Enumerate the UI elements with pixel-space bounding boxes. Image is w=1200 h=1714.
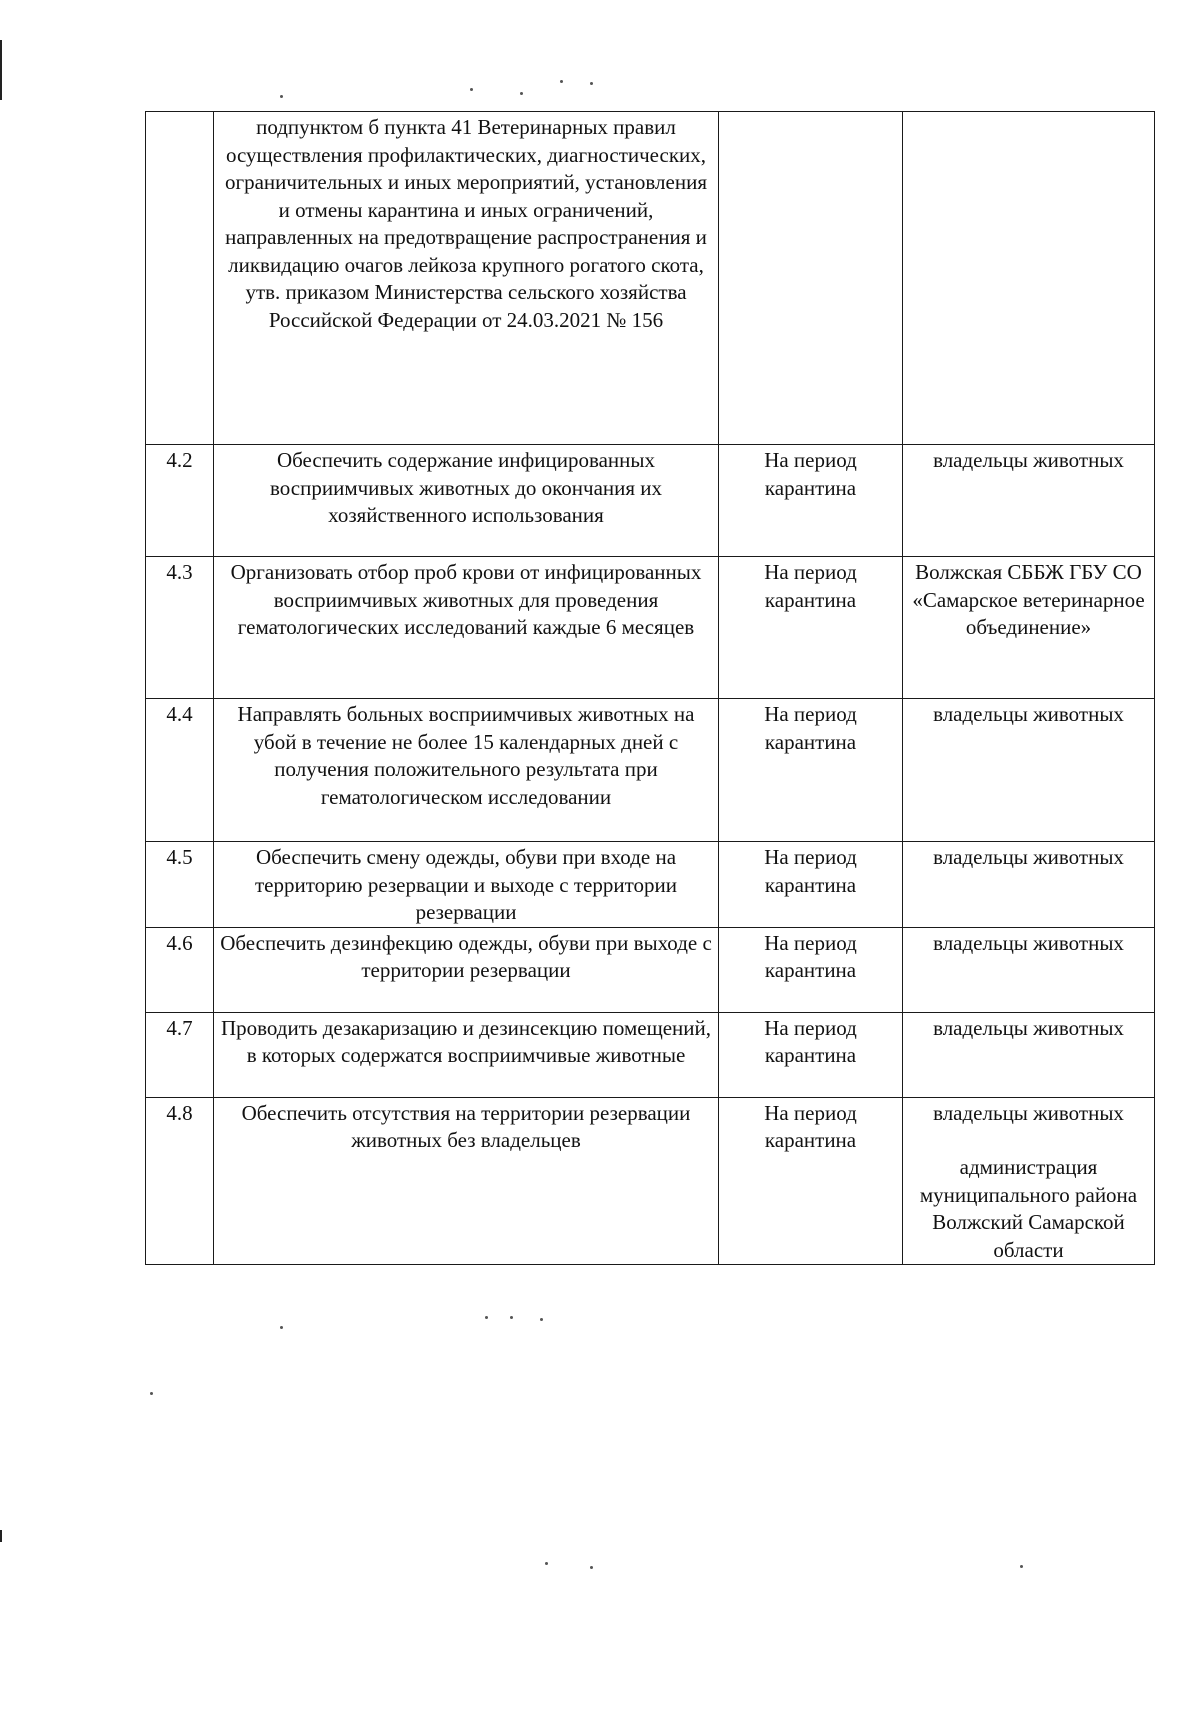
scan-speck <box>540 1318 543 1321</box>
measure-text: Обеспечить отсутствия на территории резервации животных без владельцев <box>214 1097 719 1265</box>
scan-speck <box>590 82 593 85</box>
row-number <box>146 112 214 445</box>
scan-margin-mark <box>0 40 2 100</box>
responsible-party: владельцы животных <box>903 1012 1155 1097</box>
row-number: 4.3 <box>146 557 214 699</box>
measure-text: Обеспечить дезинфекцию одежды, обуви при выходе с территории резервации <box>214 927 719 1012</box>
table-row <box>146 445 1155 557</box>
measure-term: На период карантина <box>719 699 903 842</box>
table-row <box>146 1012 1155 1097</box>
scan-speck <box>545 1562 548 1565</box>
scan-margin-mark <box>0 1530 2 1542</box>
measure-text: Обеспечить смену одежды, обуви при входе на территорию резервации и выходе с территории резервации <box>214 842 719 928</box>
measures-table <box>145 111 1155 1265</box>
row-number: 4.8 <box>146 1097 214 1265</box>
scan-speck <box>520 92 523 95</box>
table-row <box>146 927 1155 1012</box>
responsible-party: владельцы животных <box>903 699 1155 842</box>
row-number: 4.2 <box>146 445 214 557</box>
table-row <box>146 842 1155 928</box>
table-row <box>146 557 1155 699</box>
measure-term: На период карантина <box>719 557 903 699</box>
responsible-party <box>903 112 1155 445</box>
measure-text: Направлять больных восприимчивых животных на убой в течение не более 15 календарных дней с получения положительного результата при гематологическом исследовании <box>214 699 719 842</box>
measure-term: На период карантина <box>719 445 903 557</box>
scan-speck <box>470 88 473 91</box>
scan-speck <box>150 1392 153 1395</box>
scan-speck <box>485 1316 488 1319</box>
measure-text: Организовать отбор проб крови от инфицированных восприимчивых животных для проведения гематологических исследований каждые 6 месяцев <box>214 557 719 699</box>
spacer <box>908 1127 1149 1154</box>
responsible-party: владельцы животных <box>903 927 1155 1012</box>
row-number: 4.5 <box>146 842 214 928</box>
measure-text: Проводить дезакаризацию и дезинсекцию помещений, в которых содержатся восприимчивые животные <box>214 1012 719 1097</box>
row-number: 4.7 <box>146 1012 214 1097</box>
measure-text: подпунктом б пункта 41 Ветеринарных правил осуществления профилактических, диагностических, ограничительных и иных мероприятий, установления и отмены карантина и иных ограничений, направленных на предотвращение распространения и ликвидацию очагов лейкоза крупного рогатого скота, утв. приказом Министерства сельского хозяйства Российской Федерации от 24.03.2021 № 156 <box>214 112 719 445</box>
measure-term: На период карантина <box>719 1012 903 1097</box>
table-row <box>146 1097 1155 1265</box>
row-number: 4.6 <box>146 927 214 1012</box>
scan-speck <box>280 95 283 98</box>
row-number: 4.4 <box>146 699 214 842</box>
scan-speck <box>590 1566 593 1569</box>
scan-speck <box>280 1326 283 1329</box>
scan-speck <box>510 1316 513 1319</box>
responsible-party-secondary: администрация муниципального района Волжский Самарской области <box>919 1155 1138 1262</box>
measure-term: На период карантина <box>719 927 903 1012</box>
table-row <box>146 112 1155 445</box>
responsible-party: Волжская СББЖ ГБУ СО «Самарское ветеринарное объединение» <box>903 557 1155 699</box>
responsible-party: владельцы животных <box>933 1100 1124 1125</box>
measure-term: На период карантина <box>719 1097 903 1265</box>
scan-speck <box>560 80 563 83</box>
measure-term: На период карантина <box>719 842 903 928</box>
responsible-party: владельцы животных <box>903 445 1155 557</box>
scan-speck <box>1020 1565 1023 1568</box>
measure-text: Обеспечить содержание инфицированных восприимчивых животных до окончания их хозяйственного использования <box>214 445 719 557</box>
responsible-party-cell <box>903 1097 1155 1265</box>
responsible-party: владельцы животных <box>903 842 1155 928</box>
measure-term <box>719 112 903 445</box>
table-row <box>146 699 1155 842</box>
